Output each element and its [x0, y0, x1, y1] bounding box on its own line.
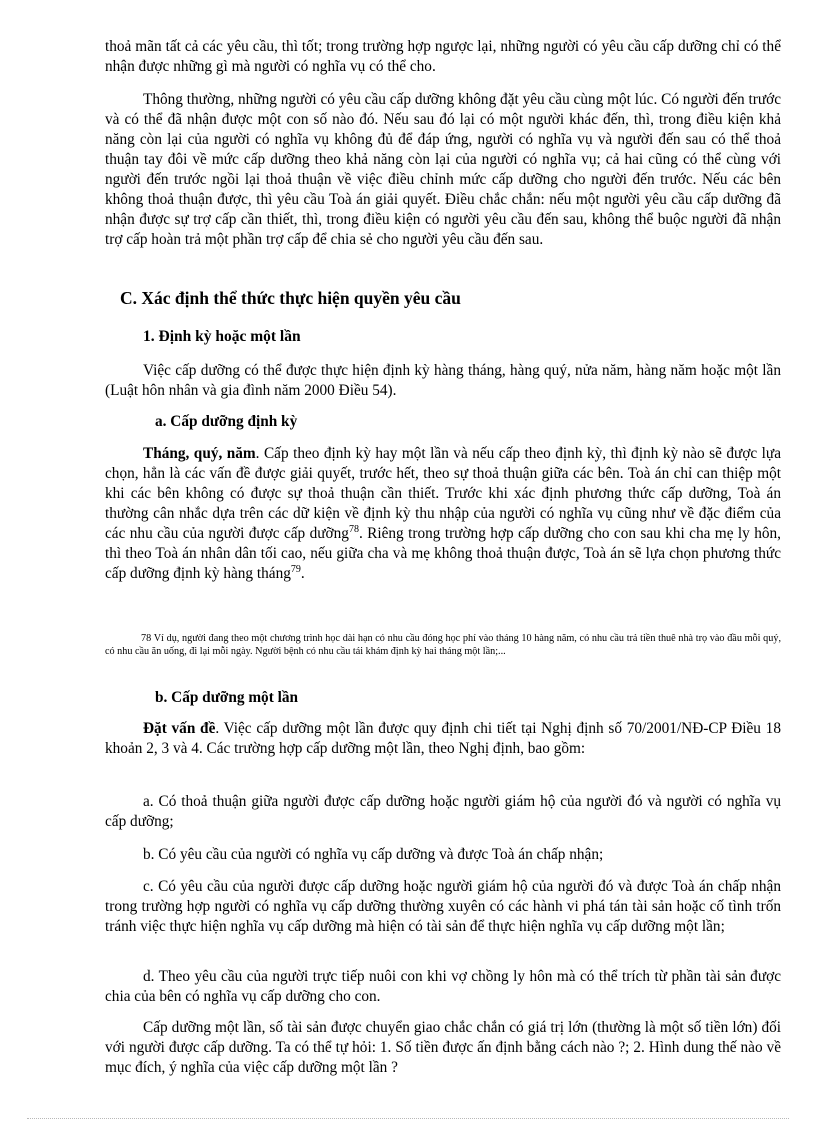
paragraph-text: .: [300, 565, 305, 582]
lead-term: Tháng, quý, năm: [143, 445, 256, 462]
list-item-d: d. Theo yêu cầu của người trực tiếp nuôi con khi vợ chồng ly hôn mà có thể trích từ phần tài sản được chia của bên có nghĩa vụ cấp dưỡng cho con.: [105, 968, 781, 1005]
paragraph-continuation: thoả mãn tất cả các yêu cầu, thì tốt; trong trường hợp ngược lại, những người có yêu cầu cấp dưỡng chỉ có thể nhận được những gì mà người có nghĩa vụ có thể cho.: [105, 38, 781, 75]
footnote-number: 78: [141, 633, 152, 644]
paragraph-text: . Cấp theo định kỳ hay một lần và nếu cấp theo định kỳ, thì định kỳ nào sẽ được lựa chọn, hẳn là các vấn đề được giải quyết, trước hết, theo sự thoả thuận giữa các bên. Toà án chỉ can thiệp một khi các bên không có được sự thoả thuận cần thiết. Trước khi xác định phương thức cấp dưỡng, Toà án thường cân nhắc dựa trên các dữ kiện về định kỳ thu nhập của người có nghĩa vụ cũng như về đặc điểm của các nhu cầu của người được cấp dưỡng: [105, 445, 781, 542]
subheading-1: 1. Định kỳ hoặc một lần: [143, 328, 301, 345]
paragraph-text: . Việc cấp dưỡng một lần được quy định chi tiết tại Nghị định số 70/2001/NĐ-CP Điều 18 khoản 2, 3 và 4. Các trường hợp cấp dưỡng một lần, theo Nghị định, bao gồm:: [105, 720, 781, 757]
paragraph-periodic-or-once: Việc cấp dưỡng có thể được thực hiện định kỳ hàng tháng, hàng quý, nửa năm, hàng năm hoặc một lần (Luật hôn nhân và gia đình năm 2000 Điều 54).: [105, 362, 781, 399]
footnote-78: [105, 632, 781, 658]
subheading-a: a. Cấp dưỡng định kỳ: [155, 413, 298, 430]
section-heading-c: C. Xác định thể thức thực hiện quyền yêu cầu: [120, 288, 461, 308]
list-item-b: b. Có yêu cầu của người có nghĩa vụ cấp dưỡng và được Toà án chấp nhận;: [143, 846, 604, 863]
footnote-text: Ví dụ, người đang theo một chương trình học dài hạn có nhu cầu đóng học phí vào tháng 10 hàng năm, có nhu cầu trả tiền thuê nhà trọ vào đầu mỗi quý, có nhu cầu ăn uống, đi lại mỗi ngày. Người bệnh có nhu cầu tái khám định kỳ hai tháng một lần;...: [105, 633, 781, 657]
lead-term: Đặt vấn đề: [143, 720, 216, 737]
list-item-a: a. Có thoả thuận giữa người được cấp dưỡng hoặc người giám hộ của người đó và người có nghĩa vụ cấp dưỡng;: [105, 793, 781, 830]
page-bottom-divider: [27, 1118, 789, 1119]
paragraph-priority-claims: Thông thường, những người có yêu cầu cấp dưỡng không đặt yêu cầu cùng một lúc. Có người đến trước và có thể đã nhận được một con số nào đó. Nếu sau đó lại có một người khác đến, thì, trong điều kiện khả năng còn lại của người có nghĩa vụ không đủ để đáp ứng, người có nghĩa vụ và người đến sau có thể thoả thuận tay đôi về mức cấp dưỡng theo khả năng còn lại của người có nghĩa vụ; cả hai cũng có thể cùng với người đến trước ngồi lại thoả thuận về việc điều chỉnh mức cấp dưỡng cho người đến trước. Nếu các bên không thoả thuận được, thì yêu cầu Toà án giải quyết. Điều chắc chắn: nếu một người yêu cầu cấp dưỡng đã nhận được sự trợ cấp cần thiết, thì, trong điều kiện có người yêu cầu đến sau, không thể buộc người đã nhận trợ cấp hoàn trả một phần trợ cấp để chia sẻ cho người yêu cầu đến sau.: [105, 91, 781, 248]
paragraph-one-time-support: [105, 719, 781, 759]
footnote-ref-79[interactable]: 79: [290, 563, 301, 575]
paragraph-periodic-support: [105, 444, 781, 584]
paragraph-one-time-questions: Cấp dưỡng một lần, số tài sản được chuyển giao chắc chắn có giá trị lớn (thường là một số tiền lớn) đối với người được cấp dưỡng. Ta có thể tự hỏi: 1. Số tiền được ấn định bằng cách nào ?; 2. Hình dung thế nào về mục đích, ý nghĩa của việc cấp dưỡng một lần ?: [105, 1019, 781, 1076]
paragraph-text: . Riêng trong trường hợp cấp dưỡng cho con sau khi cha mẹ ly hôn, thì theo Toà án nhân dân tối cao, nếu giữa cha và mẹ không thoả thuận được, Toà án sẽ lựa chọn phương thức cấp dưỡng định kỳ hàng tháng: [105, 525, 781, 582]
footnote-ref-78[interactable]: 78: [348, 523, 359, 535]
subheading-b: b. Cấp dưỡng một lần: [155, 689, 299, 706]
list-item-c: c. Có yêu cầu của người được cấp dưỡng hoặc người giám hộ của người đó và được Toà án chấp nhận trong trường hợp người có nghĩa vụ cấp dưỡng thường xuyên có các hành vi phá tán tài sản hoặc cố tình trốn tránh việc thực hiện nghĩa vụ cấp dưỡng mà hiện có tài sản để thực hiện nghĩa vụ cấp dưỡng một lần;: [105, 878, 781, 935]
